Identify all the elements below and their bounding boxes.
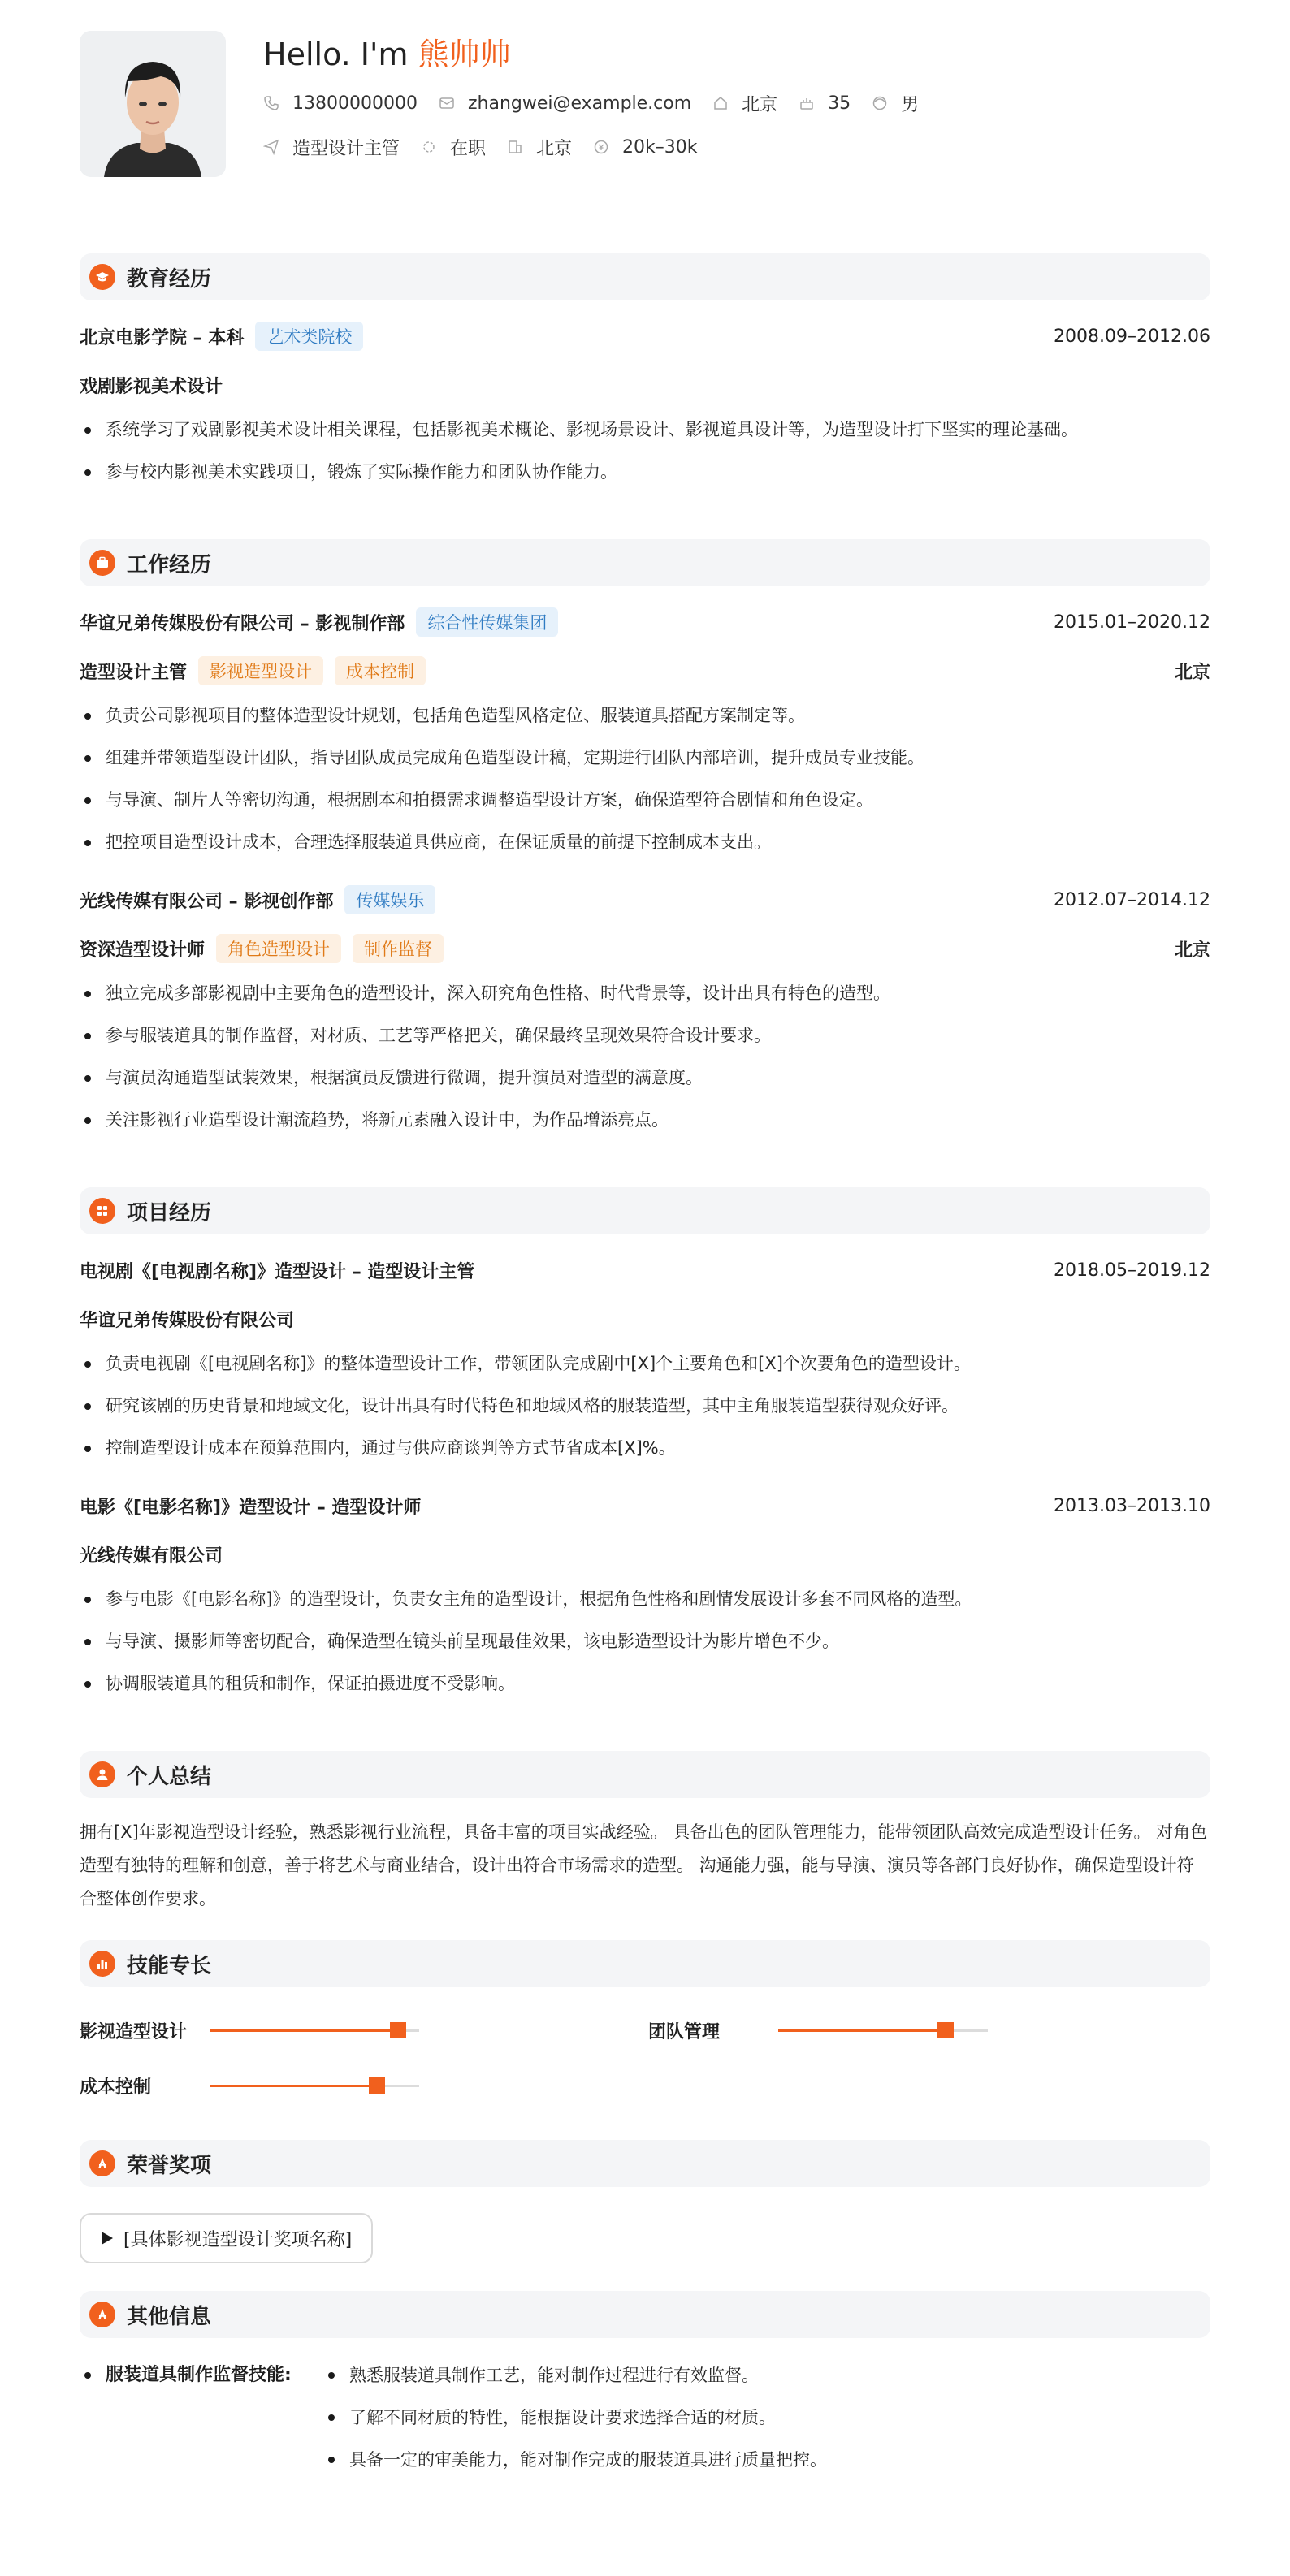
section-education — [80, 253, 1210, 300]
work-location: 北京 — [1174, 940, 1210, 961]
resume-header — [80, 31, 1210, 179]
award-icon — [89, 2150, 115, 2176]
other-key: 服装道具制作监督技能: — [80, 2354, 323, 2481]
section-title: 荣誉奖项 — [127, 2153, 212, 2178]
email-address: zhangwei@example.com — [467, 93, 692, 114]
project-company: 华谊兄弟传媒股份有限公司 — [80, 1310, 295, 1331]
award-name: [具体影视造型设计奖项名称] — [123, 2229, 353, 2250]
age-item — [799, 93, 851, 114]
company-tag: 综合性传媒集团 — [416, 607, 558, 637]
list-item: 控制造型设计成本在预算范围内，通过与供应商谈判等方式节省成本[X]%。 — [80, 1428, 1210, 1470]
gender-item — [872, 91, 919, 116]
salary-item — [593, 137, 697, 158]
section-work — [80, 539, 1210, 586]
education-entry — [80, 312, 1210, 494]
briefcase-icon — [89, 550, 115, 576]
list-item: 关注影视行业造型设计潮流趋势，将新元素融入设计中，为作品增添亮点。 — [80, 1100, 1210, 1142]
list-item: 参与电影《[电影名称]》的造型设计，负责女主角的造型设计，根据角色性格和剧情发展设计多套不同风格的造型。 — [80, 1579, 1210, 1621]
role-line — [80, 646, 1210, 695]
skill-track — [778, 2029, 988, 2032]
education-bullets — [80, 409, 1210, 494]
send-icon — [263, 139, 279, 155]
list-item: 与导演、制片人等密切沟通，根据剧本和拍摄需求调整造型设计方案，确保造型符合剧情和角色设定。 — [80, 780, 1210, 822]
project-company: 光线传媒有限公司 — [80, 1545, 223, 1567]
section-projects — [80, 1187, 1210, 1234]
play-icon — [101, 2231, 114, 2245]
gender: 男 — [901, 94, 920, 115]
skill-handle[interactable] — [390, 2022, 406, 2038]
school-tag: 艺术类院校 — [255, 322, 363, 351]
work-city: 北京 — [536, 138, 573, 159]
candidate-name: 熊帅帅 — [418, 37, 511, 72]
section-title: 教育经历 — [127, 266, 212, 292]
award-item[interactable] — [80, 2213, 373, 2263]
skill-item — [80, 2060, 648, 2111]
other-info — [80, 2354, 1210, 2481]
project-entry — [80, 1246, 1210, 1470]
status-item — [421, 135, 486, 160]
work-bullets — [80, 973, 1210, 1142]
list-item: 把控项目造型设计成本，合理选择服装道具供应商，在保证质量的前提下控制成本支出。 — [80, 822, 1210, 864]
greeting-line — [263, 32, 940, 81]
home-icon — [712, 95, 729, 111]
work-date: 2015.01–2020.12 — [1054, 612, 1210, 633]
project-header — [80, 1246, 1210, 1294]
section-title: 技能专长 — [127, 1953, 212, 1978]
section-title: 工作经历 — [127, 552, 212, 577]
city-item — [712, 91, 777, 116]
work-bullets — [80, 695, 1210, 864]
building-icon — [507, 139, 523, 155]
bar-chart-icon — [89, 1951, 115, 1977]
grid-icon — [89, 1198, 115, 1224]
project-company-line — [80, 1294, 1210, 1343]
email-item — [439, 93, 691, 114]
skill-item — [648, 2005, 1217, 2055]
section-other — [80, 2291, 1210, 2338]
other-list — [323, 2354, 827, 2481]
skill-name: 影视造型设计 — [80, 2021, 188, 2042]
project-header — [80, 1481, 1210, 1530]
skill-tag: 制作监督 — [353, 934, 444, 963]
skill-tag: 影视造型设计 — [198, 656, 323, 685]
project-bullets — [80, 1343, 1210, 1470]
work-city-item — [507, 135, 572, 160]
skill-tag: 角色造型设计 — [216, 934, 341, 963]
section-summary — [80, 1751, 1210, 1798]
status-icon — [421, 139, 437, 155]
project-date: 2013.03–2013.10 — [1054, 1495, 1210, 1516]
list-item: 与导演、摄影师等密切配合，确保造型在镜头前呈现最佳效果，该电影造型设计为影片增色不少。 — [80, 1621, 1210, 1663]
job-status: 在职 — [450, 138, 487, 159]
contact-row — [263, 81, 940, 125]
project-company-line — [80, 1530, 1210, 1579]
job-intent-row — [263, 125, 940, 169]
skill-name: 团队管理 — [648, 2021, 721, 2042]
school-name: 北京电影学院 – 本科 — [80, 327, 245, 348]
list-item: 与演员沟通造型试装效果，根据演员反馈进行微调，提升演员对造型的满意度。 — [80, 1057, 1210, 1100]
major-line — [80, 361, 1210, 409]
project-title: 电视剧《[电视剧名称]》造型设计 – 造型设计主管 — [80, 1261, 475, 1282]
education-date: 2008.09–2012.06 — [1054, 326, 1210, 347]
work-location: 北京 — [1174, 662, 1210, 683]
major: 戏剧影视美术设计 — [80, 376, 223, 397]
work-date: 2012.07–2014.12 — [1054, 889, 1210, 910]
work-entry — [80, 598, 1210, 864]
mail-icon — [439, 95, 455, 111]
education-header — [80, 312, 1210, 361]
face-icon — [872, 95, 888, 111]
avatar — [80, 31, 226, 177]
phone-number: 13800000000 — [292, 93, 418, 114]
section-title: 项目经历 — [127, 1200, 212, 1225]
skill-tag: 成本控制 — [335, 656, 426, 685]
salary-icon — [593, 139, 609, 155]
skill-track — [210, 2085, 419, 2087]
salary: 20k–30k — [622, 136, 698, 158]
city: 北京 — [742, 94, 778, 115]
project-entry — [80, 1481, 1210, 1705]
section-title: 其他信息 — [127, 2304, 212, 2329]
work-header — [80, 598, 1210, 646]
summary-text: 拥有[X]年影视造型设计经验，熟悉影视行业流程，具备丰富的项目实战经验。 具备出色的团队管理能力，能带领团队高效完成造型设计任务。 对角色造型有独特的理解和创意，善于将艺术与商业结合，设计出符合市场需求的造型。 沟通能力强，能与导演、演员等各部门良好协作，确保造型设计符合整体创作要求。 — [80, 1822, 1208, 1908]
company-name: 华谊兄弟传媒股份有限公司 – 影视制作部 — [80, 613, 405, 634]
info-icon — [89, 2302, 115, 2327]
role: 资深造型设计师 — [80, 940, 206, 961]
graduation-cap-icon — [89, 264, 115, 290]
cake-icon — [799, 95, 815, 111]
work-header — [80, 875, 1210, 924]
list-item: 研究该剧的历史背景和地域文化，设计出具有时代特色和地域风格的服装造型，其中主角服装造型获得观众好评。 — [80, 1385, 1210, 1428]
project-title: 电影《[电影名称]》造型设计 – 造型设计师 — [80, 1497, 422, 1518]
target-position: 造型设计主管 — [292, 138, 400, 159]
position-item — [263, 135, 400, 160]
list-item: 参与服装道具的制作监督，对材质、工艺等严格把关，确保最终呈现效果符合设计要求。 — [80, 1015, 1210, 1057]
greeting: Hello. I'm — [263, 37, 409, 72]
section-awards — [80, 2140, 1210, 2187]
company-tag: 传媒娱乐 — [344, 885, 435, 914]
skill-name: 成本控制 — [80, 2077, 152, 2098]
work-entry — [80, 875, 1210, 1142]
company-name: 光线传媒有限公司 – 影视创作部 — [80, 891, 334, 912]
section-skills — [80, 1940, 1210, 1987]
skill-fill — [210, 2029, 398, 2032]
list-item: 熟悉服装道具制作工艺，能对制作过程进行有效监督。 — [323, 2354, 827, 2397]
skill-handle[interactable] — [937, 2022, 954, 2038]
skill-handle[interactable] — [369, 2077, 385, 2094]
list-item: 系统学习了戏剧影视美术设计相关课程，包括影视美术概论、影视场景设计、影视道具设计等，为造型设计打下坚实的理论基础。 — [80, 409, 1210, 452]
list-item: 了解不同材质的特性，能根据设计要求选择合适的材质。 — [323, 2397, 827, 2439]
project-bullets — [80, 1579, 1210, 1705]
role: 造型设计主管 — [80, 662, 188, 683]
project-date: 2018.05–2019.12 — [1054, 1260, 1210, 1281]
list-item: 负责公司影视项目的整体造型设计规划，包括角色造型风格定位、服装道具搭配方案制定等。 — [80, 695, 1210, 737]
phone-item — [263, 93, 418, 114]
list-item: 独立完成多部影视剧中主要角色的造型设计，深入研究角色性格、时代背景等，设计出具有特色的造型。 — [80, 973, 1210, 1015]
list-item: 具备一定的审美能力，能对制作完成的服装道具进行质量把控。 — [323, 2439, 827, 2481]
skill-fill — [778, 2029, 946, 2032]
header-info — [263, 31, 940, 179]
user-icon — [89, 1761, 115, 1787]
skill-fill — [210, 2085, 377, 2087]
skills-list — [80, 2005, 1210, 2111]
list-item: 负责电视剧《[电视剧名称]》的整体造型设计工作，带领团队完成剧中[X]个主要角色和[X]个次要角色的造型设计。 — [80, 1343, 1210, 1385]
phone-icon — [263, 95, 279, 111]
skill-track — [210, 2029, 419, 2032]
age: 35 — [828, 93, 851, 114]
list-item: 参与校内影视美术实践项目，锻炼了实际操作能力和团队协作能力。 — [80, 452, 1210, 494]
skill-item — [80, 2005, 648, 2055]
list-item: 协调服装道具的租赁和制作，保证拍摄进度不受影响。 — [80, 1663, 1210, 1705]
section-title: 个人总结 — [127, 1764, 212, 1789]
role-line — [80, 924, 1210, 973]
list-item: 组建并带领造型设计团队，指导团队成员完成角色造型设计稿，定期进行团队内部培训，提升成员专业技能。 — [80, 737, 1210, 780]
